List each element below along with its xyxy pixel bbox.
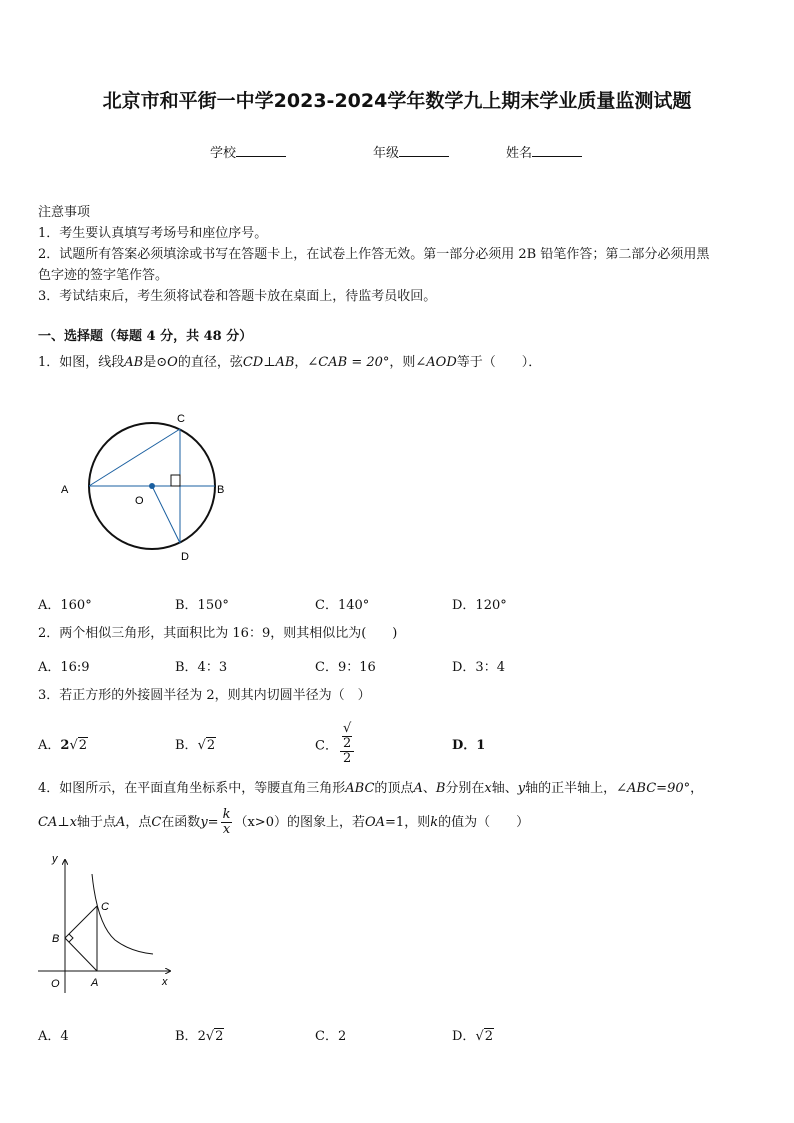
sqrt: √2 <box>197 738 216 753</box>
q4-text-part: 在函数 <box>161 815 201 830</box>
name-blank[interactable] <box>532 144 582 157</box>
sqrt: √2 <box>69 738 88 753</box>
q1-text-part: 等于（ ）． <box>456 355 542 370</box>
notice-heading: 注意事项 <box>38 205 91 220</box>
name-label: 姓名 <box>506 146 533 161</box>
right-angle-mark <box>69 934 73 942</box>
q1-math: O <box>167 355 178 370</box>
label-c: C <box>101 901 109 913</box>
grade-label: 年级 <box>373 146 400 161</box>
q1-math: ∠CAB = 20° <box>307 355 390 370</box>
school-blank[interactable] <box>236 144 286 157</box>
segment-bc <box>65 906 97 938</box>
question-4-line-2 <box>38 808 529 837</box>
q1-text-part: 的直径，弦 <box>177 355 243 370</box>
q4-option-b[interactable] <box>175 1025 224 1044</box>
sqrt: √2 <box>475 1029 494 1044</box>
denominator: x <box>222 822 231 837</box>
q2-option-d[interactable]: D．3：4 <box>452 660 505 675</box>
name-field[interactable] <box>506 142 582 161</box>
q4-text-part: 4．如图所示，在平面直角坐标系中，等腰直角三角形 <box>38 781 346 796</box>
label-c: C <box>177 413 185 425</box>
center-point <box>149 483 155 489</box>
q1-text-part: ， <box>294 355 308 370</box>
q1-math: AB <box>275 355 295 370</box>
q4-math: ⊥ <box>57 815 70 830</box>
q1-math: AB <box>124 355 144 370</box>
q4-math: C <box>151 815 162 830</box>
question-2-text: 2．两个相似三角形，其面积比为 16：9，则其相似比为( ) <box>38 626 398 641</box>
segment-ba <box>65 938 97 971</box>
sqrt: √2 <box>205 1029 224 1044</box>
q4-text-part: 的顶点 <box>374 781 414 796</box>
label-b: B <box>52 933 60 945</box>
option-prefix: B． <box>175 1029 198 1044</box>
page-title: 北京市和平街一中学2023-2024学年数学九上期末学业质量监测试题 <box>102 90 692 112</box>
fraction <box>340 722 354 766</box>
q4-math: （x>0） <box>234 815 287 830</box>
q4-math: x <box>69 815 77 830</box>
q4-math: ABC <box>345 781 375 796</box>
school-label: 学校 <box>210 146 237 161</box>
q3-option-d[interactable]: D．1 <box>452 738 486 753</box>
circle-diagram <box>55 405 235 570</box>
q4-math: x <box>484 781 492 796</box>
q4-math: A <box>413 781 423 796</box>
question-1-text <box>38 353 541 373</box>
q4-text-part: 分别在 <box>445 781 485 796</box>
sqrt: √ 2 <box>342 721 352 751</box>
label-d: D <box>181 551 189 563</box>
label-o: O <box>135 495 144 507</box>
q3-option-b[interactable] <box>175 734 216 753</box>
q3-option-a[interactable] <box>38 734 88 753</box>
option-prefix: C． <box>315 738 338 754</box>
q4-math: A <box>115 815 126 830</box>
q1-option-a[interactable]: A．160° <box>38 598 92 613</box>
q4-text-part: ，点 <box>125 815 152 830</box>
radicand: 2 <box>78 738 88 753</box>
q3-option-c[interactable] <box>315 722 356 766</box>
option-coef: 2 <box>197 1029 206 1044</box>
q4-math: B <box>435 781 446 796</box>
q1-option-d[interactable]: D．120° <box>452 598 507 613</box>
right-angle-mark <box>171 475 180 486</box>
q4-math: OA <box>364 815 386 830</box>
hyperbola-curve <box>92 874 153 954</box>
q4-text-part: 轴于点 <box>76 815 116 830</box>
notice-item: 色字迹的签字笔作答。 <box>38 268 169 283</box>
option-coef: 2 <box>60 738 70 753</box>
q4-text-part: 的值为（ ） <box>438 815 530 830</box>
q1-math: ∠AOD <box>415 355 457 370</box>
option-prefix: D． <box>452 1029 476 1044</box>
label-a: A <box>61 484 69 496</box>
radicand: 2 <box>484 1029 494 1044</box>
label-b: B <box>217 484 225 496</box>
grade-field[interactable] <box>373 142 449 161</box>
q4-option-c[interactable]: C．2 <box>315 1029 347 1044</box>
q4-math: y <box>517 781 526 796</box>
q4-option-d[interactable] <box>452 1025 494 1044</box>
coordinate-diagram <box>35 848 185 998</box>
q1-option-b[interactable]: B．150° <box>175 598 229 613</box>
label-o: O <box>51 978 60 990</box>
q1-math: ⊥ <box>263 355 276 370</box>
q1-text-part: ，则 <box>389 355 416 370</box>
notice-item: 3．考试结束后，考生须将试卷和答题卡放在桌面上，待监考员收回。 <box>38 289 437 304</box>
segment-od <box>152 486 180 543</box>
q1-text-part: 1．如图，线段 <box>38 355 125 370</box>
label-x: x <box>162 976 168 988</box>
question-4-line-1 <box>38 779 703 799</box>
q4-text-part: 轴的正半轴上， <box>525 781 617 796</box>
q4-text-part: ， <box>690 781 704 796</box>
numerator: k <box>222 807 231 822</box>
q4-option-a[interactable]: A．4 <box>38 1029 69 1044</box>
q4-math: = <box>207 815 219 830</box>
q4-text-part: 轴、 <box>491 781 518 796</box>
fraction <box>221 808 233 837</box>
q1-math: CD <box>242 355 264 370</box>
radicand: 2 <box>206 738 216 753</box>
denominator: 2 <box>342 751 352 766</box>
option-prefix: B． <box>175 738 198 753</box>
grade-blank[interactable] <box>399 144 449 157</box>
question-3-text: 3．若正方形的外接圆半径为 2，则其内切圆半径为（ ） <box>38 688 371 703</box>
q1-option-c[interactable]: C．140° <box>315 598 370 613</box>
q2-option-b[interactable]: B．4：3 <box>175 660 228 675</box>
q4-math: CA <box>38 815 58 830</box>
section-heading: 一、选择题（每题 4 分，共 48 分） <box>38 329 253 344</box>
segment-ac <box>89 429 180 486</box>
notice-item: 1．考生要认真填写考场号和座位序号。 <box>38 226 268 241</box>
q4-math: y <box>200 815 208 830</box>
radicand: 2 <box>215 1029 224 1044</box>
q4-text-part: 的图象上，若 <box>286 815 365 830</box>
school-field[interactable] <box>210 142 286 161</box>
radicand: 2 <box>342 736 352 751</box>
q1-text-part: 是⊙ <box>143 355 168 370</box>
notice-item: 2．试题所有答案必须填涂或书写在答题卡上，在试卷上作答无效。第一部分必须用 2B 铅笔作答；第二部分必须用黑 <box>38 247 710 262</box>
option-prefix: A． <box>38 738 61 753</box>
q2-option-a[interactable]: A．16:9 <box>38 660 90 675</box>
label-a: A <box>91 977 99 989</box>
q4-text-part: 、 <box>422 781 436 796</box>
q4-math: ∠ABC=90° <box>616 781 691 796</box>
q2-option-c[interactable]: C．9：16 <box>315 660 376 675</box>
q4-text-part: =1，则 <box>385 815 431 830</box>
q4-math: k <box>430 815 439 830</box>
label-y: y <box>52 853 58 865</box>
